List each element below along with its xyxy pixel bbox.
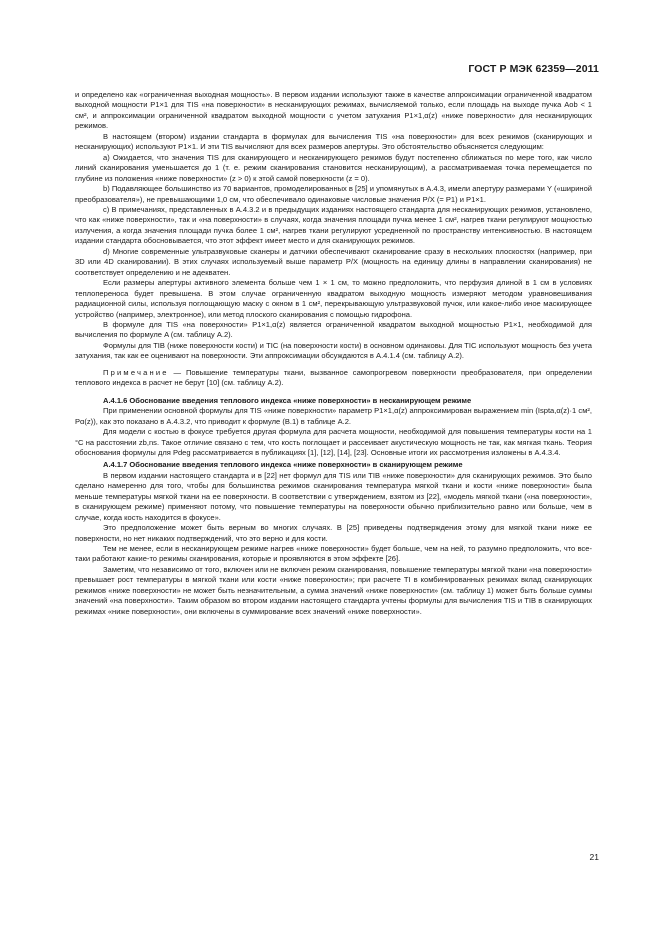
paragraph: Если размеры апертуры активного элемента больше чем 1 × 1 см, то можно предположить, что перфузия длиной в 1 см в условиях теплопереноса будет превышена. В этом случае ограниченную квадратом выходную мощность измеряют методом уравновешивания радиационной силы, используя поглощающую маску с окном в 1 см², перекрывающую ультразвуковой пучок, или какое-либо иное маскирующее устройство (например, электронное), или метод плоского сканирования с помощью гидрофона. bbox=[75, 278, 592, 319]
note bbox=[75, 368, 592, 389]
section-heading: A.4.1.6 Обоснование введения теплового индекса «ниже поверхности» в несканирующем режиме bbox=[103, 395, 472, 405]
list-item-c: c) В примечаниях, представленных в A.4.3.2 и в предыдущих изданиях настоящего стандарта для несканирующих режимов, установлено, что как «ниже поверхности», так и «на поверхности» в случаях, когда значения площади пучка менее 1 см², нагрев ткани регулируют мощностью излучения, а когда значения площади пучка более 1 см², нагрев ткани регулируют усредненной по пространству интенсивностью. В настоящем издании стандарта обосновывается, что этот эффект имеет место и для сканирующих режимов. bbox=[75, 204, 592, 246]
note-label: Примечание bbox=[103, 367, 169, 377]
note-text: — Повышение температуры ткани, вызванное самопрогревом поверхности преобразователя, при определении теплового индекса в расчет не берут [10] (см. таблицу A.2). bbox=[75, 367, 592, 388]
paragraph: и определено как «ограниченная выходная мощность». В первом издании используют также в качестве аппроксимации ограниченной квадратом выходной мощности P1×1 для TIS «на поверхности» в несканирующих режимах, вычисляемой только, если площадь на выходе пучка Aob < 1 см², и аппроксимации ограниченной квадратом выходной мощности с учетом затухания P1×1,α(z) «ниже поверхности» для несканирующих режимов. bbox=[75, 90, 592, 131]
paragraph: Это предположение может быть верным во многих случаях. В [25] приведены подтверждения этому для мягкой ткани ниже ее поверхности, но нет никаких подтверждений, что это верно и для кости. bbox=[75, 523, 592, 543]
paragraph: В настоящем (втором) издании стандарта в формулах для вычисления TIS «на поверхности» для всех режимов (сканирующих и несканирующих) используют P1×1. И эти TIS вычисляют для всех размеров апертуры. Это обстоятельство объясняется следующим: bbox=[75, 131, 592, 152]
list-item-a: a) Ожидается, что значения TIS для сканирующего и несканирующего режимов будут постепенно сближаться по мере того, как число линий сканирования уменьшается до 1 (т. е. режим сканирования становится несканирующим), а рассматриваемая точка перемещается по глубине из положения «ниже поверхности» (z > 0) к этой самой поверхности (z = 0). bbox=[75, 152, 592, 183]
section-heading: A.4.1.7 Обоснование введения теплового индекса «ниже поверхности» в сканирующем режиме bbox=[103, 460, 463, 470]
paragraph: В первом издании настоящего стандарта и в [22] нет формул для TIS или TIB «ниже поверхности» для сканирующих режимов. Это было сделано намеренно для того, чтобы для большинства режимов сканирования температура мягкой ткани и кости «ниже поверхности» была меньше температуры мягкой ткани на ее поверхности. В соответствии с утверждением, взятом из [22], «модель мягкой ткани («на поверхности», в сканирующем режиме) применяют потому, что повышение температуры на поверхности обычно приблизительно равно или больше, чем в случае, когда кость находится в фокусе». bbox=[75, 470, 592, 522]
paragraph: В формуле для TIS «на поверхности» P1×1,α(z) является ограниченной квадратом выходной мощностью P1×1, необходимой для вычисления по формуле A (см. таблицу A.2). bbox=[75, 319, 592, 340]
list-item-d: d) Многие современные ультразвуковые сканеры и датчики обеспечивают сканирование сразу в нескольких плоскостях (например, при 3D или 4D сканировании). В этих случаях используемый выше параметр P/X (мощность на единицу длины в направлении сканирования) не соответствует определению и не адекватен. bbox=[75, 246, 592, 277]
paragraph: Формулы для TIB (ниже поверхности кости) и TIC (на поверхности кости) в основном одинаковы. Для TIC используют мощность без учета затухания, так как ее оценивают на поверхности. Эти аппроксимации обсуждаются в A.4.1.4 (см. таблицу A.2). bbox=[75, 340, 592, 361]
list-item-b: b) Подавляющее большинство из 70 вариантов, промоделированных в [25] и упомянутых в A.4.3, имели апертуру размерами Y («шириной преобразователя»), не превышающими 1,0 см, что обеспечивало одинаковые числовые значения P/X (= P1) и P1×1. bbox=[75, 184, 592, 204]
paragraph: Заметим, что независимо от того, включен или не включен режим сканирования, повышение температуры мягкой ткани «на поверхности» превышает рост температуры в мягкой ткани или кости «ниже поверхности»; при расчете TI в комбинированных режимах вклад сканирующих режимов «ниже поверхности» не может быть незначительным, а сумма значений «ниже поверхности» (см. таблицу 1) может быть больше суммы значений «на поверхности». Таким образом во втором издании настоящего стандарта учтены формулы для вычисления TIS и TIB в сканирующих режимах «ниже поверхности», они включены в суммирование всех значений «ниже поверхности». bbox=[75, 564, 592, 616]
paragraph: При применении основной формулы для TIS «ниже поверхности» параметр P1×1,α(z) аппроксимирован выражением min (Ispta,α(z)·1 см², Pα(z)), как это показано в A.4.3.2, что приводит к формуле (B.1) в таблице A.2. bbox=[75, 406, 592, 426]
page-number: 21 bbox=[589, 852, 599, 862]
paragraph: Для модели с костью в фокусе требуется другая формула для расчета мощности, необходимой для повышения температуры кости на 1 °C на расстоянии zb,ns. Такое отличие связано с тем, что кость поглощает и рассеивает акустическую мощность не так, как мягкая ткань. Теория обоснования формулы для Pdeg рассматривается в публикациях [1], [12], [14], [23]. Основные итоги их рассмотрения изложены в A.4.3.4. bbox=[75, 427, 592, 457]
paragraph: Тем не менее, если в несканирующем режиме нагрев «ниже поверхности» будет больше, чем на ней, то разумно предположить, что все-таки работают какие-то режимы сканирования, которые и проявляются в этом эффекте [26]. bbox=[75, 544, 592, 564]
document-body bbox=[75, 90, 592, 617]
doc-header-code: ГОСТ Р МЭК 62359—2011 bbox=[468, 63, 599, 75]
